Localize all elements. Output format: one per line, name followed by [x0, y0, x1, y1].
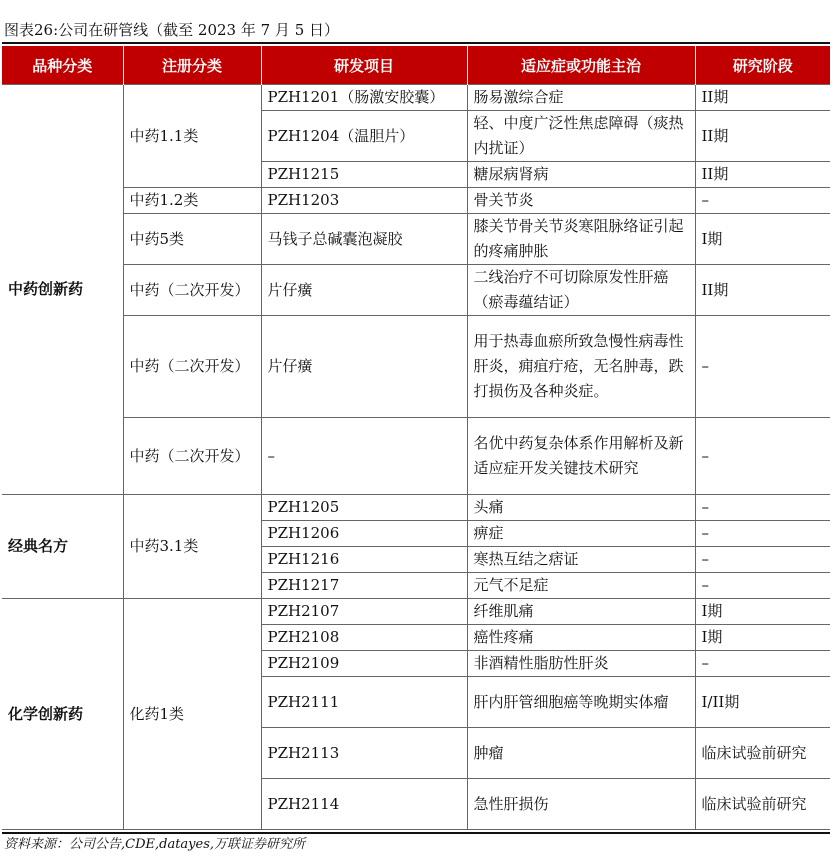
header-category: 品种分类 — [2, 46, 123, 85]
indication-cell: 糖尿病肾病 — [467, 162, 695, 188]
stage-cell: I期 — [695, 599, 830, 625]
stage-cell: I期 — [695, 214, 830, 265]
registration-cell: 中药（二次开发） — [123, 418, 261, 495]
category-cell: 经典名方 — [2, 495, 123, 599]
table-row — [2, 599, 830, 625]
indication-cell: 元气不足症 — [467, 573, 695, 599]
stage-cell: – — [695, 521, 830, 547]
table-row — [2, 418, 830, 495]
project-cell: PZH2109 — [261, 651, 467, 677]
top-rule — [2, 42, 830, 44]
indication-cell: 痹症 — [467, 521, 695, 547]
registration-cell: 中药5类 — [123, 214, 261, 265]
stage-cell: II期 — [695, 162, 830, 188]
table-caption: 图表26:公司在研管线（截至 2023 年 7 月 5 日） — [4, 21, 340, 39]
indication-cell: 非酒精性脂肪性肝炎 — [467, 651, 695, 677]
registration-cell: 化药1类 — [123, 599, 261, 830]
stage-cell: – — [695, 316, 830, 418]
project-cell: – — [261, 418, 467, 495]
project-cell: PZH2111 — [261, 677, 467, 728]
table-row — [2, 316, 830, 418]
header-row — [2, 46, 830, 85]
registration-cell: 中药（二次开发） — [123, 265, 261, 316]
project-cell: 马钱子总碱囊泡凝胶 — [261, 214, 467, 265]
stage-cell: – — [695, 495, 830, 521]
project-cell: 片仔癀 — [261, 316, 467, 418]
stage-cell: 临床试验前研究 — [695, 728, 830, 779]
indication-cell: 纤维肌痛 — [467, 599, 695, 625]
bottom-rule — [2, 832, 830, 834]
indication-cell: 二线治疗不可切除原发性肝癌（瘀毒蕴结证） — [467, 265, 695, 316]
project-cell: PZH1204（温胆片） — [261, 111, 467, 162]
stage-cell: I期 — [695, 625, 830, 651]
pipeline-table — [2, 46, 830, 830]
project-cell: PZH1205 — [261, 495, 467, 521]
indication-cell: 骨关节炎 — [467, 188, 695, 214]
project-cell: PZH1216 — [261, 547, 467, 573]
header-indication: 适应症或功能主治 — [467, 46, 695, 85]
category-cell: 化学创新药 — [2, 599, 123, 830]
indication-cell: 用于热毒血瘀所致急慢性病毒性肝炎，痈疽疔疮，无名肿毒，跌打损伤及各种炎症。 — [467, 316, 695, 418]
indication-cell: 寒热互结之痞证 — [467, 547, 695, 573]
header-registration: 注册分类 — [123, 46, 261, 85]
project-cell: PZH2108 — [261, 625, 467, 651]
project-cell: PZH1203 — [261, 188, 467, 214]
project-cell: PZH1215 — [261, 162, 467, 188]
indication-cell: 癌性疼痛 — [467, 625, 695, 651]
header-project: 研发项目 — [261, 46, 467, 85]
indication-cell: 轻、中度广泛性焦虑障碍（痰热内扰证） — [467, 111, 695, 162]
stage-cell: II期 — [695, 111, 830, 162]
stage-cell: – — [695, 547, 830, 573]
stage-cell: – — [695, 573, 830, 599]
table-row — [2, 188, 830, 214]
stage-cell: I/II期 — [695, 677, 830, 728]
table-row — [2, 85, 830, 111]
category-cell: 中药创新药 — [2, 85, 123, 495]
table-row — [2, 265, 830, 316]
stage-cell: – — [695, 418, 830, 495]
header-stage: 研究阶段 — [695, 46, 830, 85]
project-cell: PZH1201（肠激安胶囊） — [261, 85, 467, 111]
stage-cell: – — [695, 651, 830, 677]
project-cell: PZH2107 — [261, 599, 467, 625]
indication-cell: 肠易激综合症 — [467, 85, 695, 111]
project-cell: PZH2113 — [261, 728, 467, 779]
table-row — [2, 214, 830, 265]
stage-cell: – — [695, 188, 830, 214]
project-cell: PZH2114 — [261, 779, 467, 830]
indication-cell: 膝关节骨关节炎寒阻脉络证引起的疼痛肿胀 — [467, 214, 695, 265]
stage-cell: II期 — [695, 85, 830, 111]
project-cell: PZH1206 — [261, 521, 467, 547]
registration-cell: 中药3.1类 — [123, 495, 261, 599]
registration-cell: 中药（二次开发） — [123, 316, 261, 418]
registration-cell: 中药1.2类 — [123, 188, 261, 214]
registration-cell: 中药1.1类 — [123, 85, 261, 188]
table-row — [2, 495, 830, 521]
indication-cell: 头痛 — [467, 495, 695, 521]
indication-cell: 肿瘤 — [467, 728, 695, 779]
project-cell: 片仔癀 — [261, 265, 467, 316]
indication-cell: 急性肝损伤 — [467, 779, 695, 830]
stage-cell: II期 — [695, 265, 830, 316]
source-note: 资料来源：公司公告,CDE,datayes,万联证券研究所 — [4, 837, 306, 852]
indication-cell: 肝内肝管细胞癌等晚期实体瘤 — [467, 677, 695, 728]
project-cell: PZH1217 — [261, 573, 467, 599]
indication-cell: 名优中药复杂体系作用解析及新适应症开发关键技术研究 — [467, 418, 695, 495]
stage-cell: 临床试验前研究 — [695, 779, 830, 830]
